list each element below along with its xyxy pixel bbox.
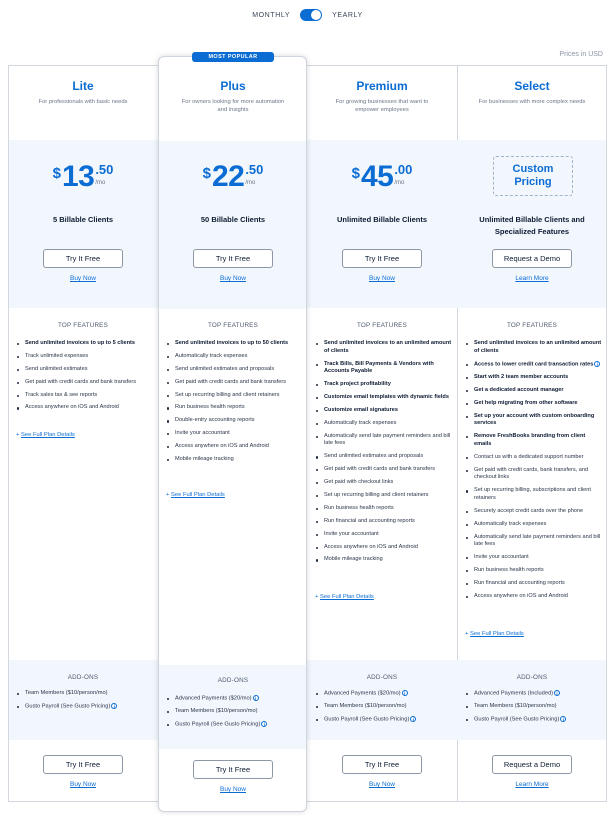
try-it-free-button[interactable]: Try It Free bbox=[342, 249, 422, 268]
feature-item: Get paid with checkout links bbox=[315, 479, 453, 487]
top-features-heading: TOP FEATURES bbox=[357, 322, 407, 329]
feature-item: Access anywhere on iOS and Android bbox=[16, 404, 154, 412]
feature-item: Customize email templates with dynamic fields bbox=[315, 394, 453, 402]
price-whole: 22 bbox=[211, 160, 245, 193]
feature-item: Automatically track expenses bbox=[166, 353, 304, 361]
custom-pricing-box: Custom Pricing bbox=[493, 156, 573, 196]
plan-description: For professionals with basic needs bbox=[38, 99, 128, 105]
feature-item: Send unlimited invoices to up to 5 clients bbox=[16, 340, 154, 348]
price-cents: .50 bbox=[95, 162, 114, 177]
try-it-free-button[interactable]: Try It Free bbox=[43, 249, 123, 268]
addon-label: Gusto Payroll (See Gusto Pricing) bbox=[25, 703, 111, 710]
feature-item: Send unlimited estimates and proposals bbox=[166, 366, 304, 374]
details-link-text: See Full Plan Details bbox=[320, 594, 374, 600]
info-icon[interactable]: i bbox=[560, 716, 566, 722]
plan-name: Lite bbox=[72, 79, 94, 93]
details-link-text: See Full Plan Details bbox=[21, 432, 75, 438]
feature-item: Run financial and accounting reports bbox=[465, 580, 603, 588]
feature-text: Access to lower credit card transaction rates bbox=[474, 361, 594, 368]
plan-description: For businesses with more complex needs bbox=[478, 99, 586, 105]
addon-label: Gusto Payroll (See Gusto Pricing) bbox=[324, 716, 410, 723]
feature-item: Double-entry accounting reports bbox=[166, 417, 304, 425]
request-demo-button[interactable]: Request a Demo bbox=[492, 755, 572, 774]
add-ons-heading: ADD-ONS bbox=[366, 674, 398, 681]
addon-item bbox=[166, 721, 306, 729]
currency-note: Prices in USD bbox=[559, 51, 603, 58]
addon-item bbox=[315, 703, 455, 711]
addon-label: Team Members ($10/person/mo) bbox=[474, 703, 557, 710]
plan-column-select bbox=[457, 0, 607, 824]
billable-clients: 50 Billable Clients bbox=[200, 215, 266, 224]
addon-item bbox=[315, 690, 455, 698]
price-cents: .50 bbox=[245, 162, 264, 177]
addon-list bbox=[465, 690, 605, 729]
feature-item: Mobile mileage tracking bbox=[166, 456, 304, 464]
feature-list bbox=[315, 340, 453, 569]
feature-item: Set up your account with custom onboarding services bbox=[465, 413, 603, 428]
addon-item bbox=[465, 703, 605, 711]
info-icon[interactable]: i bbox=[554, 690, 560, 696]
addon-label: Gusto Payroll (See Gusto Pricing) bbox=[175, 721, 261, 728]
plus-icon: + bbox=[16, 432, 20, 438]
details-link-text: See Full Plan Details bbox=[171, 492, 225, 498]
addon-label: Gusto Payroll (See Gusto Pricing) bbox=[474, 716, 560, 723]
feature-item: Get help migrating from other software bbox=[465, 400, 603, 408]
plan-description: For owners looking for more automation and insights bbox=[181, 99, 285, 113]
info-icon[interactable]: i bbox=[402, 690, 408, 696]
plan-price bbox=[307, 162, 457, 192]
addon-item bbox=[465, 716, 605, 724]
info-icon[interactable]: i bbox=[261, 721, 267, 727]
add-ons-heading: ADD-ONS bbox=[67, 674, 99, 681]
plan-description: For growing businesses that want to empower employees bbox=[335, 99, 429, 113]
addon-item bbox=[16, 690, 156, 698]
plan-name: Plus bbox=[220, 79, 246, 93]
feature-item: Send unlimited estimates bbox=[16, 366, 154, 374]
feature-item: Send unlimited invoices to an unlimited amount of clients bbox=[465, 340, 603, 355]
feature-item: Get a dedicated account manager bbox=[465, 387, 603, 395]
plan-column-premium bbox=[307, 0, 457, 824]
buy-now-link[interactable]: Buy Now bbox=[69, 781, 96, 788]
plan-column-plus bbox=[158, 0, 308, 824]
feature-item: Access anywhere on iOS and Android bbox=[465, 593, 603, 601]
feature-item: Remove FreshBooks branding from client emails bbox=[465, 433, 603, 448]
see-full-plan-details-link[interactable] bbox=[465, 631, 524, 637]
feature-item: Invite your accountant bbox=[465, 554, 603, 562]
feature-item: Automatically send late payment reminders and bill late fees bbox=[315, 433, 453, 448]
top-features-heading: TOP FEATURES bbox=[58, 322, 108, 329]
billable-clients: Unlimited Billable Clients bbox=[336, 215, 427, 224]
plan-name: Premium bbox=[356, 79, 408, 93]
feature-item: Access anywhere on iOS and Android bbox=[166, 443, 304, 451]
feature-item: Invite your accountant bbox=[315, 531, 453, 539]
plus-icon: + bbox=[465, 631, 469, 637]
try-it-free-button[interactable]: Try It Free bbox=[193, 760, 273, 779]
feature-item: Run financial and accounting reports bbox=[315, 518, 453, 526]
price-period: /mo bbox=[394, 180, 405, 186]
addon-list bbox=[315, 690, 455, 729]
try-it-free-button[interactable]: Try It Free bbox=[193, 249, 273, 268]
plan-column-lite bbox=[8, 0, 158, 824]
buy-now-link[interactable]: Buy Now bbox=[219, 275, 246, 282]
buy-now-link[interactable]: Buy Now bbox=[69, 275, 96, 282]
learn-more-link[interactable]: Learn More bbox=[515, 781, 549, 788]
billable-clients: 5 Billable Clients bbox=[52, 215, 114, 224]
feature-item: Mobile mileage tracking bbox=[315, 556, 453, 564]
feature-item: Get paid with credit cards, bank transfers, and checkout links bbox=[465, 467, 603, 482]
top-features-heading: TOP FEATURES bbox=[208, 322, 258, 329]
price-period: /mo bbox=[245, 180, 256, 186]
learn-more-link[interactable]: Learn More bbox=[515, 275, 549, 282]
feature-item: Track unlimited expenses bbox=[16, 353, 154, 361]
buy-now-link[interactable]: Buy Now bbox=[368, 781, 395, 788]
feature-item: Run business health reports bbox=[166, 404, 304, 412]
request-demo-button[interactable]: Request a Demo bbox=[492, 249, 572, 268]
plan-name: Select bbox=[514, 79, 550, 93]
feature-item: Access anywhere on iOS and Android bbox=[315, 544, 453, 552]
addon-item bbox=[166, 708, 306, 716]
feature-list bbox=[166, 340, 304, 469]
price-currency: $ bbox=[202, 165, 211, 182]
feature-item: Securely accept credit cards over the phone bbox=[465, 508, 603, 516]
feature-item: Contact us with a dedicated support number bbox=[465, 454, 603, 462]
feature-item: Set up recurring billing, subscriptions and client retainers bbox=[465, 487, 603, 502]
price-whole: 13 bbox=[61, 160, 95, 193]
feature-item: Automatically track expenses bbox=[465, 521, 603, 529]
feature-item: Start with 2 team member accounts bbox=[465, 374, 603, 382]
details-link-text: See Full Plan Details bbox=[470, 631, 524, 637]
feature-item: Set up recurring billing and client retainers bbox=[166, 392, 304, 400]
price-currency: $ bbox=[351, 165, 360, 182]
addon-label: Team Members ($10/person/mo) bbox=[175, 708, 258, 715]
addon-label: Team Members ($10/person/mo) bbox=[324, 703, 407, 710]
feature-list bbox=[465, 340, 603, 606]
addon-list bbox=[16, 690, 156, 716]
plus-icon: + bbox=[166, 492, 170, 498]
see-full-plan-details-link[interactable] bbox=[16, 432, 75, 438]
feature-item: Customize email signatures bbox=[315, 407, 453, 415]
price-cents: .00 bbox=[394, 162, 413, 177]
most-popular-badge: MOST POPULAR bbox=[192, 52, 274, 62]
info-icon[interactable]: i bbox=[111, 703, 117, 709]
addon-item bbox=[16, 703, 156, 711]
addon-list bbox=[166, 695, 306, 734]
feature-item: Send unlimited invoices to an unlimited amount of clients bbox=[315, 340, 453, 355]
feature-item: Run business health reports bbox=[315, 505, 453, 513]
add-ons-heading: ADD-ONS bbox=[217, 677, 249, 684]
feature-item: Run business health reports bbox=[465, 567, 603, 575]
feature-item: Track project profitability bbox=[315, 381, 453, 389]
see-full-plan-details-link[interactable] bbox=[315, 594, 374, 600]
addon-label: Advanced Payments ($20/mo) bbox=[324, 690, 401, 697]
feature-item: Get paid with credit cards and bank transfers bbox=[166, 379, 304, 387]
monthly-label[interactable]: MONTHLY bbox=[252, 11, 291, 19]
feature-item: Set up recurring billing and client retainers bbox=[315, 492, 453, 500]
info-icon[interactable]: i bbox=[594, 361, 600, 367]
addon-item bbox=[465, 690, 605, 698]
try-it-free-button[interactable]: Try It Free bbox=[342, 755, 422, 774]
plan-price bbox=[8, 162, 158, 192]
feature-item: Send unlimited invoices to up to 50 clients bbox=[166, 340, 304, 348]
addon-label: Advanced Payments (Included) bbox=[474, 690, 554, 697]
top-features-heading: TOP FEATURES bbox=[507, 322, 557, 329]
feature-item bbox=[465, 361, 603, 369]
yearly-label[interactable]: YEARLY bbox=[332, 11, 363, 19]
price-currency: $ bbox=[52, 165, 61, 182]
addon-item bbox=[315, 716, 455, 724]
plan-price bbox=[158, 162, 308, 192]
plus-icon: + bbox=[315, 594, 319, 600]
add-ons-heading: ADD-ONS bbox=[516, 674, 548, 681]
addon-label: Team Members ($10/person/mo) bbox=[25, 690, 108, 696]
try-it-free-button[interactable]: Try It Free bbox=[43, 755, 123, 774]
feature-item: Send unlimited estimates and proposals bbox=[315, 453, 453, 461]
feature-item: Track sales tax & see reports bbox=[16, 392, 154, 400]
see-full-plan-details-link[interactable] bbox=[166, 492, 225, 498]
price-whole: 45 bbox=[360, 160, 394, 193]
feature-item: Automatically track expenses bbox=[315, 420, 453, 428]
addon-item bbox=[166, 695, 306, 703]
feature-item: Track Bills, Bill Payments & Vendors with Accounts Payable bbox=[315, 361, 453, 376]
feature-item: Get paid with credit cards and bank transfers bbox=[16, 379, 154, 387]
buy-now-link[interactable]: Buy Now bbox=[219, 786, 246, 793]
billable-clients: Unlimited Billable Clients and Specialized Features bbox=[479, 215, 585, 236]
info-icon[interactable]: i bbox=[410, 716, 416, 722]
info-icon[interactable]: i bbox=[253, 695, 259, 701]
addon-label: Advanced Payments ($20/mo) bbox=[175, 695, 252, 702]
price-period: /mo bbox=[95, 180, 106, 186]
feature-item: Automatically send late payment reminders and bill late fees bbox=[465, 534, 603, 549]
feature-list bbox=[16, 340, 154, 417]
buy-now-link[interactable]: Buy Now bbox=[368, 275, 395, 282]
feature-item: Get paid with credit cards and bank transfers bbox=[315, 466, 453, 474]
feature-item: Invite your accountant bbox=[166, 430, 304, 438]
